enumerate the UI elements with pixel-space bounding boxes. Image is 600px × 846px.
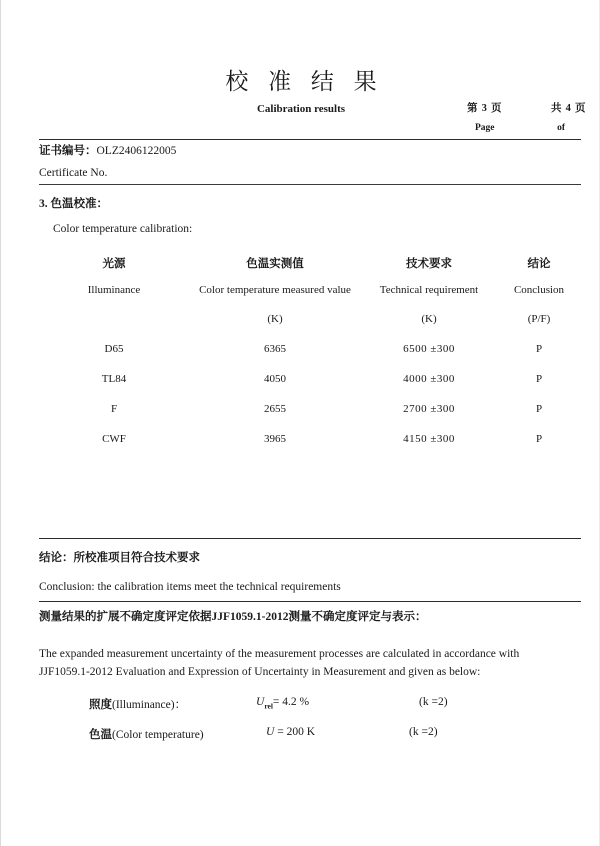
uncertainty-value-color-temperature xyxy=(266,726,315,740)
cell-requirement: 4000 ±300 xyxy=(403,373,455,385)
conclusion-bottom-rule xyxy=(39,601,581,602)
table-header-row-cn xyxy=(39,250,581,276)
cell-source: D65 xyxy=(104,343,124,355)
cell-conclusion: P xyxy=(535,373,543,385)
certificate-label-cn: 证书编号： xyxy=(39,145,97,157)
unit-conclusion: (P/F) xyxy=(527,313,551,325)
page-unit-cn: 页 xyxy=(491,103,503,114)
uncertainty-symbol: U xyxy=(266,726,275,738)
uncertainty-label-en: (Color temperature) xyxy=(112,729,204,741)
header-cn-requirement: 技术要求 xyxy=(406,258,452,270)
uncertainty-label-color-temperature xyxy=(89,726,204,742)
cell-measured: 3965 xyxy=(264,433,286,445)
cell-conclusion: P xyxy=(535,433,543,445)
certificate-rule xyxy=(39,184,581,185)
uncertainty-item-color-temperature xyxy=(89,726,509,756)
cell-conclusion: P xyxy=(535,343,543,355)
table-row xyxy=(39,364,581,394)
uncertainty-statement-en-line2: JJF1059.1-2012 Evaluation and Expression of Uncertainty in Measurement and given as below: xyxy=(39,666,481,678)
page-number-en xyxy=(467,124,587,134)
certificate-number: OLZ2406122005 xyxy=(96,145,177,157)
uncertainty-label-cn: 照度 xyxy=(89,699,112,711)
uncertainty-item-illuminance xyxy=(89,696,509,726)
cell-conclusion: P xyxy=(535,403,543,415)
certificate-label-en: Certificate No. xyxy=(39,167,108,179)
header-cn-conclusion: 结论 xyxy=(527,258,551,270)
header-cn-measured: 色温实测值 xyxy=(246,258,304,270)
uncertainty-value-illuminance xyxy=(256,696,309,710)
page-number-cn xyxy=(467,104,587,115)
header-rule xyxy=(39,139,581,140)
uncertainty-subscript: rel xyxy=(264,701,273,711)
uncertainty-values xyxy=(89,696,509,756)
page-title-en: Calibration results xyxy=(256,103,346,115)
table-row xyxy=(39,394,581,424)
cell-measured: 2655 xyxy=(264,403,286,415)
section-heading-cn: 3. 色温校准： xyxy=(39,198,108,210)
unit-requirement: (K) xyxy=(421,313,437,325)
color-temperature-table xyxy=(39,250,581,454)
uncertainty-magnitude: 200 K xyxy=(286,726,315,738)
cell-source: TL84 xyxy=(101,373,127,385)
page-prefix-cn: 第 xyxy=(467,103,479,114)
header-en-requirement: Technical requirement xyxy=(379,284,479,296)
uncertainty-equals: = xyxy=(277,726,284,738)
cell-source: F xyxy=(110,403,118,415)
uncertainty-label-cn: 色温 xyxy=(89,729,112,741)
certificate-number-row xyxy=(39,144,176,158)
table-header-row-units xyxy=(39,304,581,334)
unit-source xyxy=(39,304,189,334)
uncertainty-statement-cn: 测量结果的扩展不确定度评定依据JJF1059.1-2012测量不确定度评定与表示： xyxy=(39,611,427,623)
section-heading-en: Color temperature calibration: xyxy=(53,223,193,235)
cell-measured: 6365 xyxy=(264,343,286,355)
uncertainty-magnitude: 4.2 % xyxy=(282,696,310,708)
cell-measured: 4050 xyxy=(264,373,286,385)
page-header xyxy=(1,0,600,140)
uncertainty-label-en: (Illuminance)： xyxy=(112,699,187,711)
conclusion-top-rule xyxy=(39,538,581,539)
uncertainty-symbol: U xyxy=(256,696,265,708)
table-row xyxy=(39,424,581,454)
unit-measured: (K) xyxy=(267,313,283,325)
total-prefix-cn: 共 xyxy=(551,103,563,114)
page-current: 3 xyxy=(481,103,489,114)
header-en-conclusion: Conclusion xyxy=(513,284,565,296)
uncertainty-statement-en-line1: The expanded measurement uncertainty of the measurement processes are calculated in accordance with xyxy=(39,648,520,660)
cell-requirement: 4150 ±300 xyxy=(403,433,455,445)
coverage-factor-illuminance: (k =2) xyxy=(419,696,448,708)
conclusion-en: Conclusion: the calibration items meet the technical requirements xyxy=(39,581,341,593)
of-label-en: of xyxy=(557,123,565,133)
header-cn-source: 光源 xyxy=(102,258,126,270)
uncertainty-equals: = xyxy=(272,696,280,708)
table-header-row-en xyxy=(39,276,581,304)
conclusion-cn: 结论：所校准项目符合技术要求 xyxy=(39,552,200,564)
coverage-factor-color-temperature: (k =2) xyxy=(409,726,438,738)
page-total: 4 xyxy=(565,103,573,114)
header-en-measured: Color temperature measured value xyxy=(199,284,351,296)
uncertainty-label-illuminance xyxy=(89,696,186,712)
table-row xyxy=(39,334,581,364)
total-unit-cn: 页 xyxy=(575,103,587,114)
header-en-source: Illuminance xyxy=(87,284,141,296)
cell-requirement: 2700 ±300 xyxy=(403,403,455,415)
cell-requirement: 6500 ±300 xyxy=(403,343,455,355)
page-label-en: Page xyxy=(475,123,495,133)
cell-source: CWF xyxy=(102,433,126,445)
page-title-cn: 校 准 结 果 xyxy=(225,69,384,94)
